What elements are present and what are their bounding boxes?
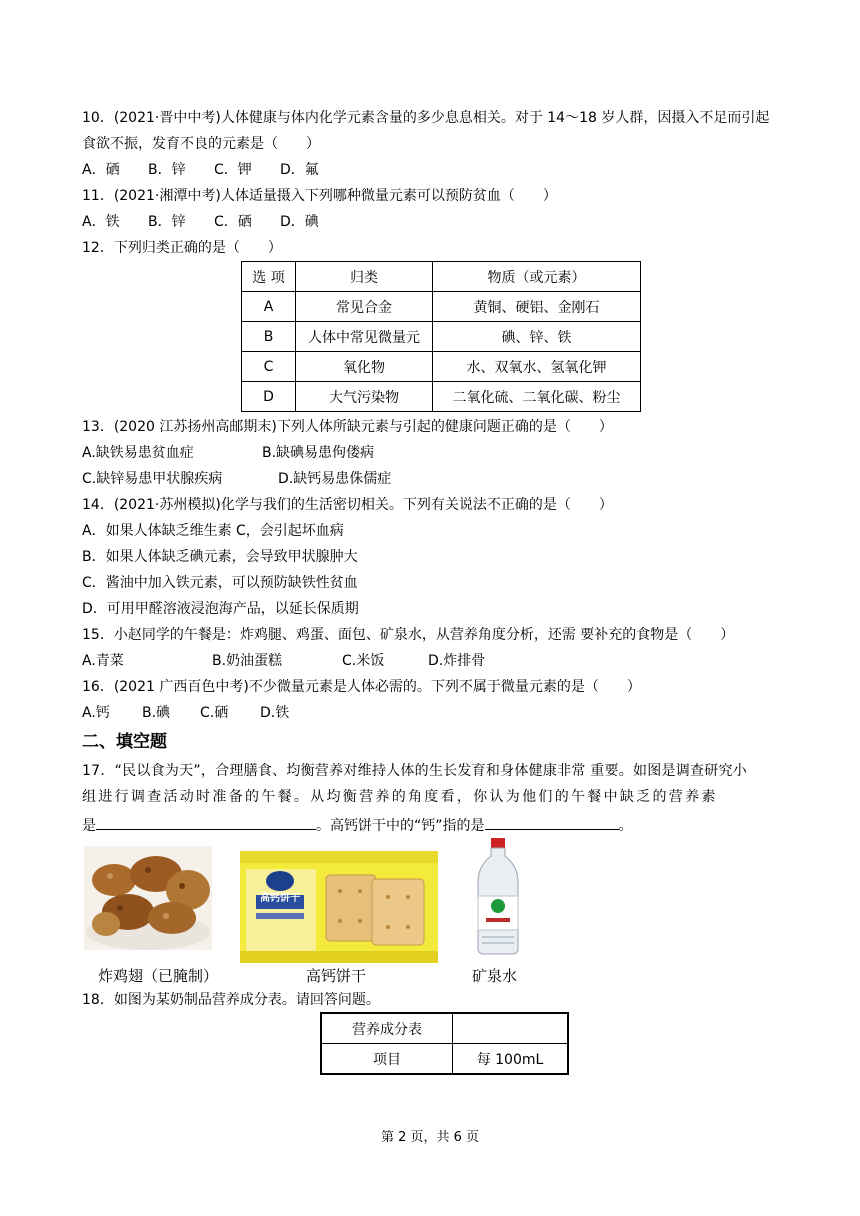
table-cell: 大气污染物 [296, 382, 433, 412]
table-cell: D [242, 382, 296, 412]
q17-text-a: 是 [82, 818, 96, 834]
table-row [242, 382, 641, 412]
q17-answer-blank-1[interactable] [96, 813, 316, 830]
table-row [321, 1013, 568, 1044]
q14-stem: 14．(2021·苏州模拟)化学与我们的生活密切相关。下列有关说法不正确的是（ ） [82, 497, 613, 513]
q10-stem-line2: 食欲不振，发育不良的元素是（ ） [82, 136, 320, 152]
table-header-cell: 物质（或元素） [433, 262, 641, 292]
table-cell: 二氧化硫、二氧化碳、粉尘 [433, 382, 641, 412]
q13-stem: 13．(2020 江苏扬州高邮期末)下列人体所缺元素与引起的健康问题正确的是（ ） [82, 419, 613, 435]
q14-option-c: C．酱油中加入铁元素，可以预防缺铁性贫血 [82, 575, 358, 591]
q17-text-c: 。 [618, 818, 633, 834]
table-row [242, 352, 641, 382]
q13-option-c: C.缺锌易患甲状腺疾病 [82, 471, 223, 487]
table-cell: C [242, 352, 296, 382]
q14-option-b: B．如果人体缺乏碘元素，会导致甲状腺肿大 [82, 549, 358, 565]
q15-options [82, 651, 485, 671]
q18-stem: 18．如图为某奶制品营养成分表。请回答问题。 [82, 992, 380, 1008]
table-cell: 氧化物 [296, 352, 433, 382]
q17-stem-line3 [82, 813, 633, 836]
q16-stem: 16．(2021 广西百色中考)不少微量元素是人体必需的。下列不属于微量元素的是（ ） [82, 679, 641, 695]
mineral-water-caption: 矿泉水 [472, 967, 518, 985]
q11-stem: 11．(2021·湘潭中考)人体适量摄入下列哪种微量元素可以预防贫血（ ） [82, 188, 557, 204]
q13-options-row2 [82, 469, 391, 489]
q13-option-a: A.缺铁易患贫血症 [82, 445, 194, 461]
table-cell: 黄铜、硬铝、金刚石 [433, 292, 641, 322]
table-cell: B [242, 322, 296, 352]
table-cell: A [242, 292, 296, 322]
q10-option-a: A．硒 [82, 162, 120, 178]
table-row [242, 292, 641, 322]
high-calcium-biscuit-box-image [240, 851, 438, 963]
q16-option-b: B.碘 [142, 705, 171, 721]
page-number-footer: 第 2 页，共 6 页 [380, 1130, 480, 1145]
biscuit-package-label: 高钙饼干 [260, 893, 300, 904]
table-cell: 营养成分表 [321, 1013, 453, 1044]
q10-option-b: B．锌 [148, 162, 186, 178]
q13-option-b: B.缺碘易患佝偻病 [262, 445, 375, 461]
nutrition-facts-table [320, 1012, 569, 1075]
q10-options [82, 160, 319, 180]
q13-option-d: D.缺钙易患侏儒症 [278, 471, 392, 487]
biscuit-caption: 高钙饼干 [306, 967, 367, 985]
table-cell [453, 1013, 569, 1044]
table-cell: 碘、锌、铁 [433, 322, 641, 352]
q15-stem: 15．小赵同学的午餐是：炸鸡腿、鸡蛋、面包、矿泉水，从营养角度分析，还需 要补充的食物是（ ） [82, 627, 735, 643]
q11-option-b: B．锌 [148, 214, 186, 230]
q12-stem: 12．下列归类正确的是（ ） [82, 240, 282, 256]
fried-chicken-wings-image [84, 846, 212, 950]
q17-stem-line1: 17．“民以食为天”，合理膳食、均衡营养对维持人体的生长发育和身体健康非常 重要。如图是调查研究小 [82, 763, 748, 779]
q13-options-row1 [82, 443, 374, 463]
fried-chicken-caption: 炸鸡翅（已腌制） [98, 967, 219, 985]
table-cell: 每 100mL [453, 1044, 569, 1075]
table-cell: 项目 [321, 1044, 453, 1075]
q17-text-b: 。高钙饼干中的“钙”指的是 [316, 818, 485, 834]
q11-options [82, 212, 319, 232]
q10-option-c: C．钾 [214, 162, 252, 178]
table-row [242, 322, 641, 352]
table-cell: 水、双氧水、氢氧化钾 [433, 352, 641, 382]
q10-stem-line1: 10．(2021·晋中中考)人体健康与体内化学元素含量的多少息息相关。对于 14～18 岁人群，因摄入不足而引起 [82, 110, 770, 126]
q14-option-a: A．如果人体缺乏维生素 C，会引起坏血病 [82, 523, 344, 539]
q15-option-a: A.青菜 [82, 653, 124, 669]
table-row [321, 1044, 568, 1075]
q15-option-c: C.米饭 [342, 653, 385, 669]
q11-option-d: D．碘 [280, 214, 319, 230]
q11-option-c: C．硒 [214, 214, 252, 230]
q10-option-d: D．氟 [280, 162, 319, 178]
q16-option-a: A.钙 [82, 705, 110, 721]
q16-option-d: D.铁 [260, 705, 290, 721]
table-cell: 人体中常见微量元 [296, 322, 433, 352]
q15-option-d: D.炸排骨 [428, 653, 486, 669]
q17-stem-line2: 组进行调查活动时准备的午餐。从均衡营养的角度看，你认为他们的午餐中缺乏的营养素 [82, 789, 718, 805]
table-header-cell: 归类 [296, 262, 433, 292]
q14-option-d: D．可用甲醛溶液浸泡海产品，以延长保质期 [82, 601, 359, 617]
q15-option-b: B.奶油蛋糕 [212, 653, 283, 669]
q16-options [82, 703, 289, 723]
q16-option-c: C.硒 [200, 705, 229, 721]
table-header-row [242, 262, 641, 292]
q17-answer-blank-2[interactable] [485, 813, 619, 830]
q12-classification-table [241, 261, 641, 412]
q11-option-a: A．铁 [82, 214, 120, 230]
table-cell: 常见合金 [296, 292, 433, 322]
table-header-cell: 选 项 [242, 262, 296, 292]
section-heading-fill-in: 二、填空题 [82, 732, 167, 752]
mineral-water-bottle-image [470, 838, 526, 956]
